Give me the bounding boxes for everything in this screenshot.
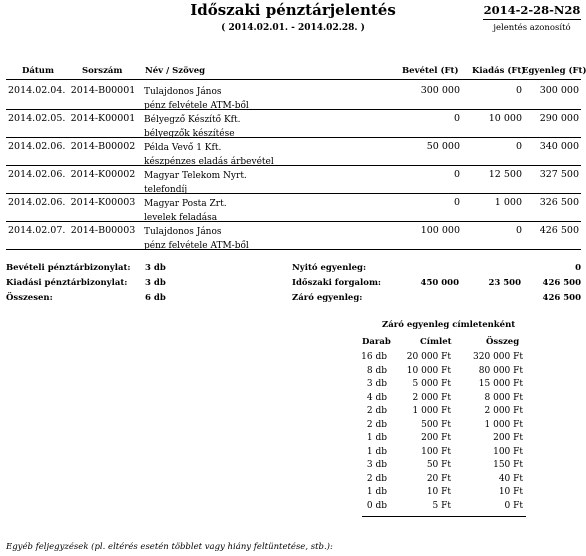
- row-expense: 12 500: [488, 169, 522, 180]
- opening-balance-label: Nyitó egyenleg:: [292, 263, 367, 273]
- row-name-line2: levelek feladása: [144, 213, 218, 223]
- row-income: 100 000: [420, 225, 460, 236]
- denom-count: 4 db: [366, 392, 387, 403]
- row-expense: 1 000: [494, 197, 522, 208]
- row-income: 300 000: [420, 85, 460, 96]
- row-name-line2: pénz felvétele ATM-ből: [144, 101, 249, 111]
- denom-count: 3 db: [366, 460, 387, 470]
- turnover-balance: 426 500: [542, 278, 581, 288]
- row-date: 2014.02.06.: [8, 169, 66, 180]
- denom-value: 100 Ft: [421, 446, 451, 457]
- row-income: 0: [453, 169, 460, 180]
- col-header-name: Név / Szöveg: [145, 66, 206, 76]
- denom-count: 2 db: [366, 419, 387, 430]
- denom-count: 2 db: [366, 473, 387, 484]
- row-date: 2014.02.04.: [8, 85, 66, 96]
- table-row: [6, 82, 581, 110]
- row-expense: 0: [515, 141, 522, 152]
- denom-value: 200 Ft: [421, 433, 451, 443]
- denom-count: 1 db: [366, 487, 387, 497]
- row-name: [144, 197, 227, 225]
- denom-count: 1 db: [366, 446, 387, 457]
- row-income: 0: [453, 197, 460, 208]
- denom-amount: 15 000 Ft: [478, 379, 523, 389]
- denom-count: 8 db: [366, 365, 387, 376]
- row-serial: 2014-B00002: [70, 141, 136, 152]
- denom-value: 5 000 Ft: [412, 379, 451, 389]
- table-row: [6, 222, 581, 250]
- turnover-label: Időszaki forgalom:: [292, 278, 382, 288]
- denom-value: 2 000 Ft: [412, 392, 451, 403]
- denom-amount: 320 000 Ft: [473, 352, 523, 362]
- denom-amount: 150 Ft: [493, 460, 523, 470]
- col-header-balance: Egyenleg (Ft): [522, 66, 586, 76]
- row-balance: 300 000: [539, 85, 579, 96]
- row-income: 50 000: [426, 141, 460, 152]
- report-period: ( 2014.02.01. - 2014.02.28. ): [221, 23, 365, 33]
- report-title: Időszaki pénztárjelentés: [190, 1, 396, 19]
- row-name: [144, 169, 247, 197]
- row-expense: 0: [515, 225, 522, 236]
- row-name-line2: bélyegzők készítése: [144, 129, 235, 139]
- denom-amount: 2 000 Ft: [484, 406, 523, 416]
- row-name-line2: telefondíj: [144, 185, 188, 195]
- denom-count: 2 db: [366, 406, 387, 416]
- table-row: [6, 166, 581, 194]
- row-name-line2: pénz felvétele ATM-ből: [144, 241, 249, 251]
- report-id-label: jelentés azonosító: [493, 23, 571, 33]
- row-date: 2014.02.05.: [8, 113, 66, 124]
- denom-value: 20 Ft: [426, 473, 451, 484]
- total-label: Összesen:: [6, 293, 53, 303]
- closing-balance-label: Záró egyenleg:: [292, 293, 363, 303]
- income-vouchers-label: Bevételi pénztárbizonylat:: [6, 263, 131, 273]
- denom-amount: 8 000 Ft: [484, 392, 523, 403]
- denom-value: 10 000 Ft: [406, 365, 451, 376]
- denom-header-count: Darab: [362, 337, 391, 347]
- denom-count: 1 db: [366, 433, 387, 443]
- denom-value: 10 Ft: [426, 487, 451, 497]
- opening-balance-value: 0: [575, 263, 581, 273]
- report-id: 2014-2-28-N28: [483, 3, 581, 20]
- denom-amount: 100 Ft: [493, 446, 523, 457]
- income-vouchers-count: 3 db: [145, 263, 166, 273]
- table-row: [6, 194, 581, 222]
- col-header-expense: Kiadás (Ft): [472, 66, 526, 76]
- row-balance: 426 500: [539, 225, 579, 236]
- row-date: 2014.02.06.: [8, 141, 66, 152]
- row-date: 2014.02.06.: [8, 197, 66, 208]
- turnover-income: 450 000: [420, 278, 459, 288]
- denom-value: 1 000 Ft: [412, 406, 451, 416]
- row-expense: 10 000: [488, 113, 522, 124]
- denom-amount: 200 Ft: [493, 433, 523, 443]
- row-serial: 2014-K00001: [70, 113, 136, 124]
- row-name-line1: Magyar Posta Zrt.: [144, 199, 227, 209]
- denom-value: 500 Ft: [421, 419, 451, 430]
- expense-vouchers-label: Kiadási pénztárbizonylat:: [6, 278, 128, 288]
- denomination-divider: [362, 516, 526, 517]
- table-row: [6, 110, 581, 138]
- closing-balance-value: 426 500: [542, 293, 581, 303]
- row-serial: 2014-K00003: [70, 197, 136, 208]
- row-balance: 290 000: [539, 113, 579, 124]
- col-header-serial: Sorszám: [82, 66, 123, 76]
- denomination-title: Záró egyenleg címletenként: [382, 320, 516, 330]
- denom-value: 50 Ft: [426, 460, 451, 470]
- denom-value: 5 Ft: [432, 500, 451, 511]
- denom-amount: 10 Ft: [498, 487, 523, 497]
- row-serial: 2014-B00001: [70, 85, 136, 96]
- denom-count: 0 db: [366, 500, 387, 511]
- denom-amount: 80 000 Ft: [478, 365, 523, 376]
- total-count: 6 db: [145, 293, 166, 303]
- denom-header-denom: Címlet: [420, 337, 452, 347]
- row-name-line1: Tulajdonos János: [144, 87, 222, 97]
- row-date: 2014.02.07.: [8, 225, 66, 236]
- denom-amount: 1 000 Ft: [484, 419, 523, 430]
- turnover-expense: 23 500: [488, 278, 521, 288]
- row-serial: 2014-B00003: [70, 225, 136, 236]
- col-header-date: Dátum: [22, 66, 54, 76]
- row-expense: 0: [515, 85, 522, 96]
- denom-header-amount: Összeg: [486, 337, 520, 347]
- table-row: [6, 138, 581, 166]
- row-balance: 326 500: [539, 197, 579, 208]
- denom-amount: 0 Ft: [504, 500, 523, 511]
- row-name: [144, 225, 249, 253]
- col-header-income: Bevétel (Ft): [402, 66, 459, 76]
- row-income: 0: [453, 113, 460, 124]
- denom-count: 16 db: [361, 352, 387, 362]
- row-name-line2: készpénzes eladás árbevétel: [144, 157, 274, 167]
- row-balance: 327 500: [539, 169, 579, 180]
- header-divider: [6, 79, 581, 80]
- row-name: [144, 85, 249, 113]
- denom-value: 20 000 Ft: [406, 352, 451, 362]
- denom-amount: 40 Ft: [498, 473, 523, 484]
- row-name-line1: Bélyegző Készítő Kft.: [144, 115, 241, 125]
- row-name: [144, 113, 241, 141]
- row-name: [144, 141, 274, 169]
- row-balance: 340 000: [539, 141, 579, 152]
- denom-count: 3 db: [366, 379, 387, 389]
- notes-label: Egyéb feljegyzések (pl. eltérés esetén többlet vagy hiány feltüntetése, stb.):: [6, 542, 333, 552]
- expense-vouchers-count: 3 db: [145, 278, 166, 288]
- row-serial: 2014-K00002: [70, 169, 136, 180]
- row-name-line1: Példa Vevő 1 Kft.: [144, 143, 222, 153]
- row-name-line1: Tulajdonos János: [144, 227, 222, 237]
- row-name-line1: Magyar Telekom Nyrt.: [144, 171, 247, 181]
